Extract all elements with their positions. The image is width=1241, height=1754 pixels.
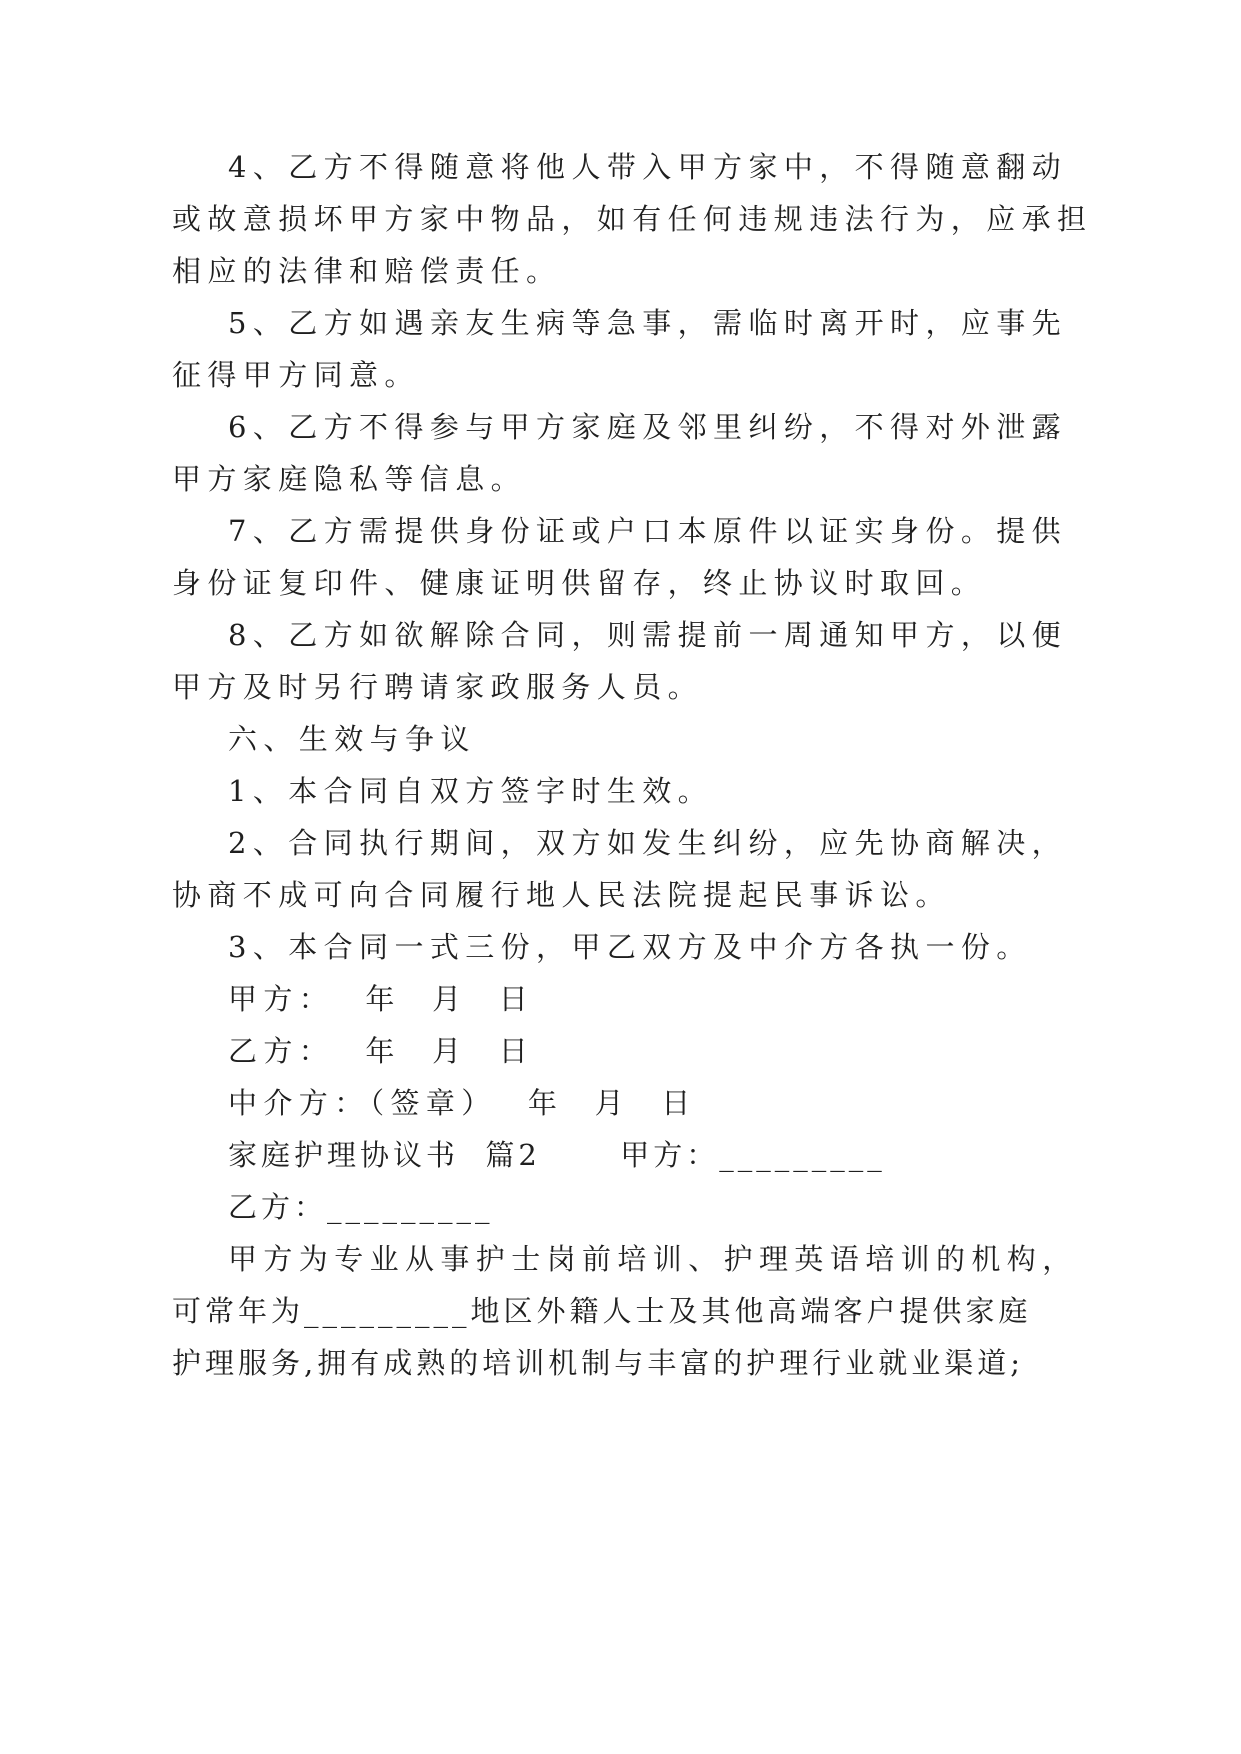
paragraph-8-line-1: 8、乙方如欲解除合同，则需提前一周通知甲方，以便 bbox=[228, 618, 1068, 652]
agreement-2-title: 家庭护理协议书 篇2 甲方：_________ bbox=[228, 1138, 886, 1172]
paragraph-5-line-1: 5、乙方如遇亲友生病等急事，需临时离开时，应事先 bbox=[228, 306, 1068, 340]
agreement-2-paragraph-line-3: 护理服务,拥有成熟的培训机制与丰富的护理行业就业渠道; bbox=[172, 1346, 1024, 1380]
clause-3: 3、本合同一式三份，甲乙双方及中介方各执一份。 bbox=[228, 930, 1032, 964]
signature-party-b: 乙方： 年 月 日 bbox=[228, 1034, 535, 1068]
signature-agency: 中介方：（签章） 年 月 日 bbox=[228, 1086, 697, 1120]
clause-1: 1、本合同自双方签字时生效。 bbox=[228, 774, 714, 808]
clause-2-line-2: 协商不成可向合同履行地人民法院提起民事诉讼。 bbox=[172, 878, 951, 912]
paragraph-4-line-2: 或故意损坏甲方家中物品，如有任何违规违法行为，应承担 bbox=[172, 202, 1093, 236]
signature-party-a: 甲方： 年 月 日 bbox=[228, 982, 535, 1016]
agreement-2-paragraph-line-1: 甲方为专业从事护士岗前培训、护理英语培训的机构， bbox=[228, 1242, 1078, 1276]
paragraph-7-line-1: 7、乙方需提供身份证或户口本原件以证实身份。提供 bbox=[228, 514, 1068, 548]
agreement-2-party-b: 乙方：_________ bbox=[228, 1190, 494, 1224]
agreement-2-paragraph-line-2: 可常年为_________地区外籍人士及其他高端客户提供家庭 bbox=[172, 1294, 1032, 1328]
paragraph-6-line-1: 6、乙方不得参与甲方家庭及邻里纠纷，不得对外泄露 bbox=[228, 410, 1068, 444]
paragraph-6-line-2: 甲方家庭隐私等信息。 bbox=[172, 462, 527, 496]
paragraph-4-line-3: 相应的法律和赔偿责任。 bbox=[172, 254, 562, 288]
clause-2-line-1: 2、合同执行期间，双方如发生纠纷，应先协商解决， bbox=[228, 826, 1068, 860]
paragraph-7-line-2: 身份证复印件、健康证明供留存，终止协议时取回。 bbox=[172, 566, 987, 600]
section-heading-effect-dispute: 六、生效与争议 bbox=[228, 722, 476, 756]
paragraph-4-line-1: 4、乙方不得随意将他人带入甲方家中，不得随意翻动 bbox=[228, 150, 1068, 184]
paragraph-8-line-2: 甲方及时另行聘请家政服务人员。 bbox=[172, 670, 704, 704]
paragraph-5-line-2: 征得甲方同意。 bbox=[172, 358, 420, 392]
